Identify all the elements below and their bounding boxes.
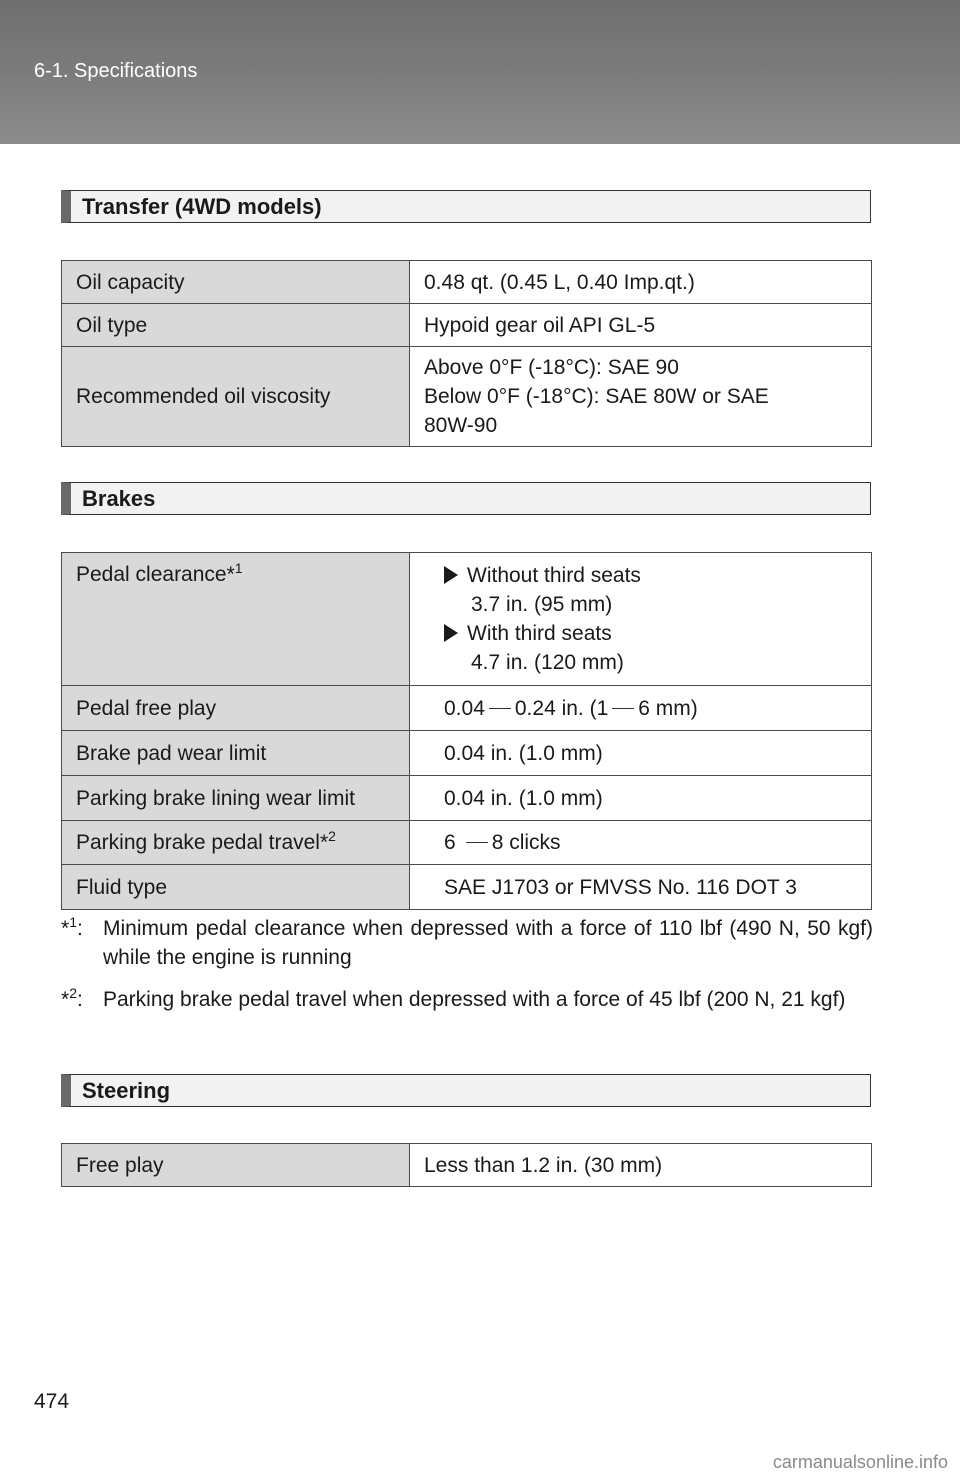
- free-play-value: Less than 1.2 in. (30 mm): [410, 1144, 872, 1187]
- watermark: carmanualsonline.info: [772, 1452, 948, 1472]
- lining-wear-value: 0.04 in. (1.0 mm): [410, 776, 872, 821]
- steering-section-title: Steering: [61, 1074, 871, 1107]
- table-row: [62, 553, 872, 686]
- table-row: [62, 731, 872, 776]
- pedal-free-play-label: Pedal free play: [62, 686, 410, 731]
- brakes-table: [61, 552, 872, 910]
- viscosity-line: 80W-90: [424, 414, 498, 437]
- range-dash-icon: [466, 842, 488, 843]
- pedal-travel-label: Parking brake pedal travel*$^2$: [62, 821, 410, 865]
- table-row: [62, 686, 872, 731]
- transfer-table: [61, 260, 872, 447]
- oil-capacity-label: Oil capacity: [62, 261, 410, 304]
- option-value: 4.7 in. (120 mm): [471, 651, 624, 674]
- table-row: [62, 865, 872, 910]
- oil-viscosity-value: [410, 347, 872, 447]
- fluid-type-value: SAE J1703 or FMVSS No. 116 DOT 3: [410, 865, 872, 910]
- page-number: 474: [34, 1390, 70, 1413]
- pedal-travel-value: 6 8 clicks: [410, 821, 872, 865]
- transfer-section-title: Transfer (4WD models): [61, 190, 871, 223]
- pedal-clearance-label: Pedal clearance*$^1$: [62, 553, 410, 686]
- oil-viscosity-label: Recommended oil viscosity: [62, 347, 410, 447]
- table-row: [62, 261, 872, 304]
- range-dash-icon: [489, 708, 511, 709]
- triangle-bullet-icon: [444, 624, 458, 642]
- range-dash-icon: [612, 708, 634, 709]
- oil-type-label: Oil type: [62, 304, 410, 347]
- table-row: [62, 776, 872, 821]
- viscosity-line: Below 0°F (-18°C): SAE 80W or SAE: [424, 385, 769, 408]
- table-row: [62, 1144, 872, 1187]
- table-row: [62, 304, 872, 347]
- pad-wear-label: Brake pad wear limit: [62, 731, 410, 776]
- page-header: [0, 0, 960, 144]
- triangle-bullet-icon: [444, 566, 458, 584]
- brakes-section-title: Brakes: [61, 482, 871, 515]
- oil-capacity-value: 0.48 qt. (0.45 L, 0.40 Imp.qt.): [410, 261, 872, 304]
- viscosity-line: Above 0°F (-18°C): SAE 90: [424, 356, 679, 379]
- option-item: With third seats: [444, 619, 871, 648]
- steering-table: [61, 1143, 872, 1187]
- option-value: 3.7 in. (95 mm): [471, 593, 613, 616]
- footnote-1: *$^1$: Minimum pedal clearance when depressed with a force of 110 lbf (490 N, 50 kgf) while the engine is running: [61, 914, 873, 969]
- pad-wear-value: 0.04 in. (1.0 mm): [410, 731, 872, 776]
- table-row: [62, 821, 872, 865]
- fluid-type-label: Fluid type: [62, 865, 410, 910]
- table-row: [62, 347, 872, 447]
- lining-wear-label: Parking brake lining wear limit: [62, 776, 410, 821]
- pedal-free-play-value: 0.04 0.24 in. (1 6 mm): [410, 686, 872, 731]
- pedal-clearance-value: [410, 553, 872, 686]
- free-play-label: Free play: [62, 1144, 410, 1187]
- footnote-2: *$^2$: Parking brake pedal travel when depressed with a force of 45 lbf (200 N, 21 kgf): [61, 985, 846, 1011]
- oil-type-value: Hypoid gear oil API GL-5: [410, 304, 872, 347]
- section-breadcrumb: 6-1. Specifications: [34, 60, 198, 82]
- option-item: Without third seats: [444, 561, 871, 590]
